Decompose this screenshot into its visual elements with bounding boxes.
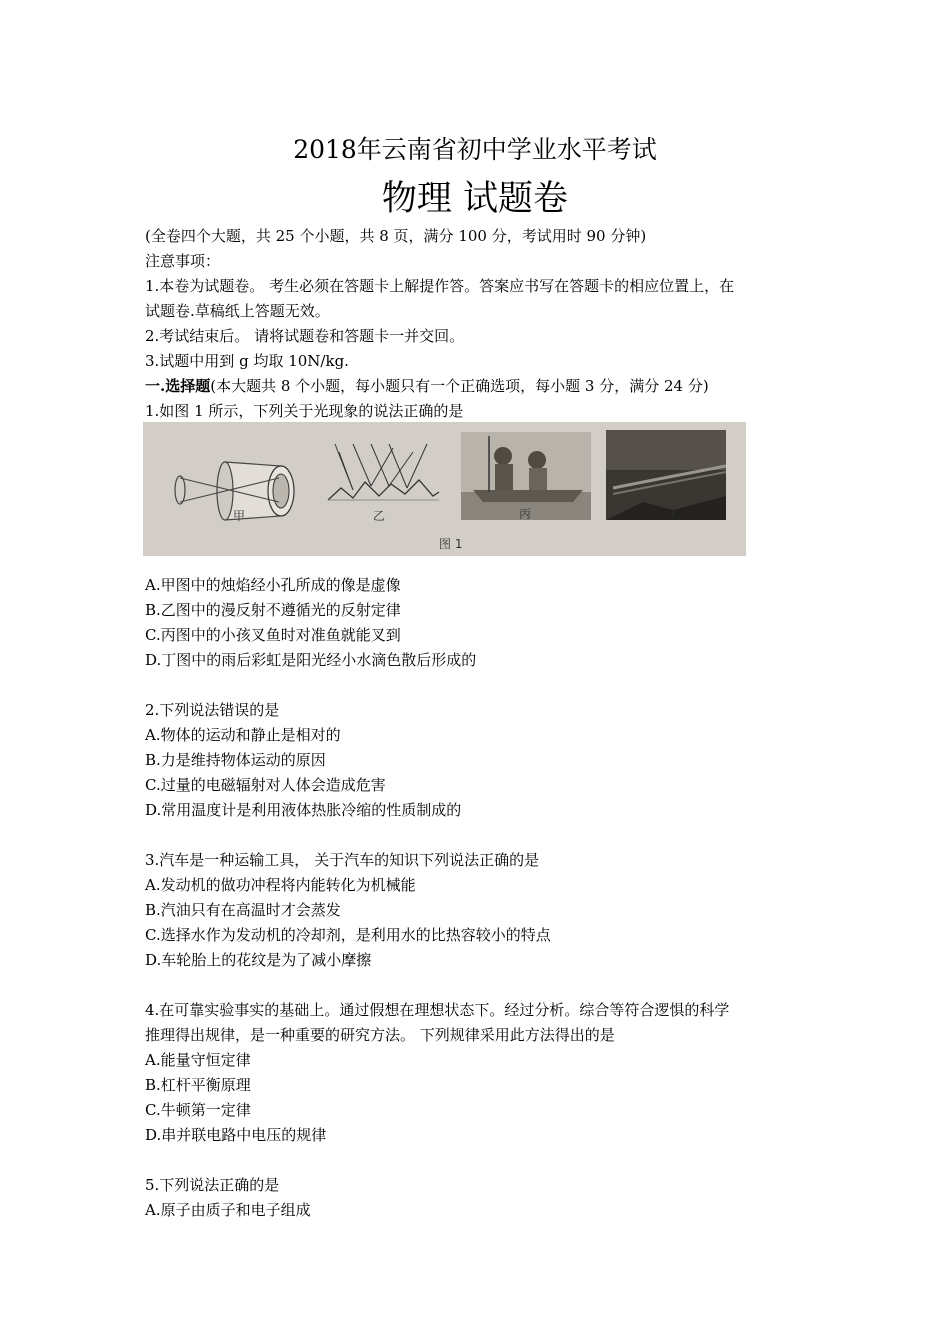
- figure-label-yi: 乙: [373, 509, 386, 523]
- q1-option-b: B.乙图中的漫反射不遵循光的反射定律: [145, 601, 401, 619]
- question-3-stem: 3.汽车是一种运输工具， 关于汽车的知识下列说法正确的是: [145, 851, 540, 869]
- notice-heading: 注意事项：: [145, 252, 221, 270]
- question-4-stem-b: 推理得出规律，是一种重要的研究方法。 下列规律采用此方法得出的是: [145, 1026, 615, 1044]
- q4-option-a: A.能量守恒定律: [145, 1051, 251, 1069]
- section-description: (本大题共 8 个小题，每小题只有一个正确选项，每小题 3 分，满分 24 分): [210, 377, 709, 395]
- q3-option-b: B.汽油只有在高温时才会蒸发: [145, 901, 341, 919]
- rainbow-photo: [606, 430, 726, 520]
- figure-caption: 图 1: [439, 537, 463, 551]
- notice-2: 2.考试结束后。 请将试题卷和答题卡一并交回。: [145, 327, 465, 345]
- q2-option-a: A.物体的运动和静止是相对的: [145, 726, 341, 744]
- question-4-stem-a: 4.在可靠实验事实的基础上。通过假想在理想状态下。经过分析。综合等符合逻惧的科学: [145, 1001, 730, 1019]
- section-heading: 一.选择题: [145, 377, 211, 395]
- section-heading-line: [145, 376, 709, 396]
- question-2-stem: 2.下列说法错误的是: [145, 701, 280, 719]
- notice-1a: 1.本卷为试题卷。 考生必须在答题卡上解提作答。答案应书写在答题卡的相应位置上，在: [145, 277, 735, 295]
- figure-1-image: [143, 422, 746, 556]
- q3-option-d: D.车轮胎上的花纹是为了减小摩擦: [145, 951, 372, 969]
- question-5-stem: 5.下列说法正确的是: [145, 1176, 280, 1194]
- q3-option-a: A.发动机的做功冲程将内能转化为机械能: [145, 876, 416, 894]
- notice-3: 3.试题中用到 g 均取 10N/kg.: [145, 352, 349, 370]
- exam-title: 2018年云南省初中学业水平考试: [293, 135, 657, 164]
- q1-option-a: A.甲图中的烛焰经小孔所成的像是虚像: [145, 576, 401, 594]
- q4-option-c: C.牛顿第一定律: [145, 1101, 251, 1119]
- question-1-stem: 1.如图 1 所示，下列关于光现象的说法正确的是: [145, 402, 464, 420]
- figure-label-jia: 甲: [233, 509, 246, 523]
- q1-option-d: D.丁图中的雨后彩虹是阳光经小水滴色散后形成的: [145, 651, 477, 669]
- q5-option-a: A.原子由质子和电子组成: [145, 1201, 311, 1219]
- q4-option-d: D.串并联电路中电压的规律: [145, 1126, 327, 1144]
- figure-label-bing: 丙: [519, 507, 532, 521]
- q3-option-c: C.选择水作为发动机的冷却剂，是利用水的比热容较小的特点: [145, 926, 551, 944]
- q1-option-c: C.丙图中的小孩叉鱼时对准鱼就能叉到: [145, 626, 401, 644]
- notice-1b: 试题卷.草稿纸上答题无效。: [145, 302, 330, 320]
- exam-scope: (全卷四个大题，共 25 个小题，共 8 页，满分 100 分，考试用时 90 分钟): [145, 227, 647, 245]
- q4-option-b: B.杠杆平衡原理: [145, 1076, 251, 1094]
- q2-option-b: B.力是维持物体运动的原因: [145, 751, 326, 769]
- subject-title: 物理 试题卷: [381, 179, 569, 219]
- q2-option-c: C.过量的电磁辐射对人体会造成危害: [145, 776, 386, 794]
- figure-label-ding: 丁: [667, 503, 680, 517]
- q2-option-d: D.常用温度计是利用液体热胀冷缩的性质制成的: [145, 801, 462, 819]
